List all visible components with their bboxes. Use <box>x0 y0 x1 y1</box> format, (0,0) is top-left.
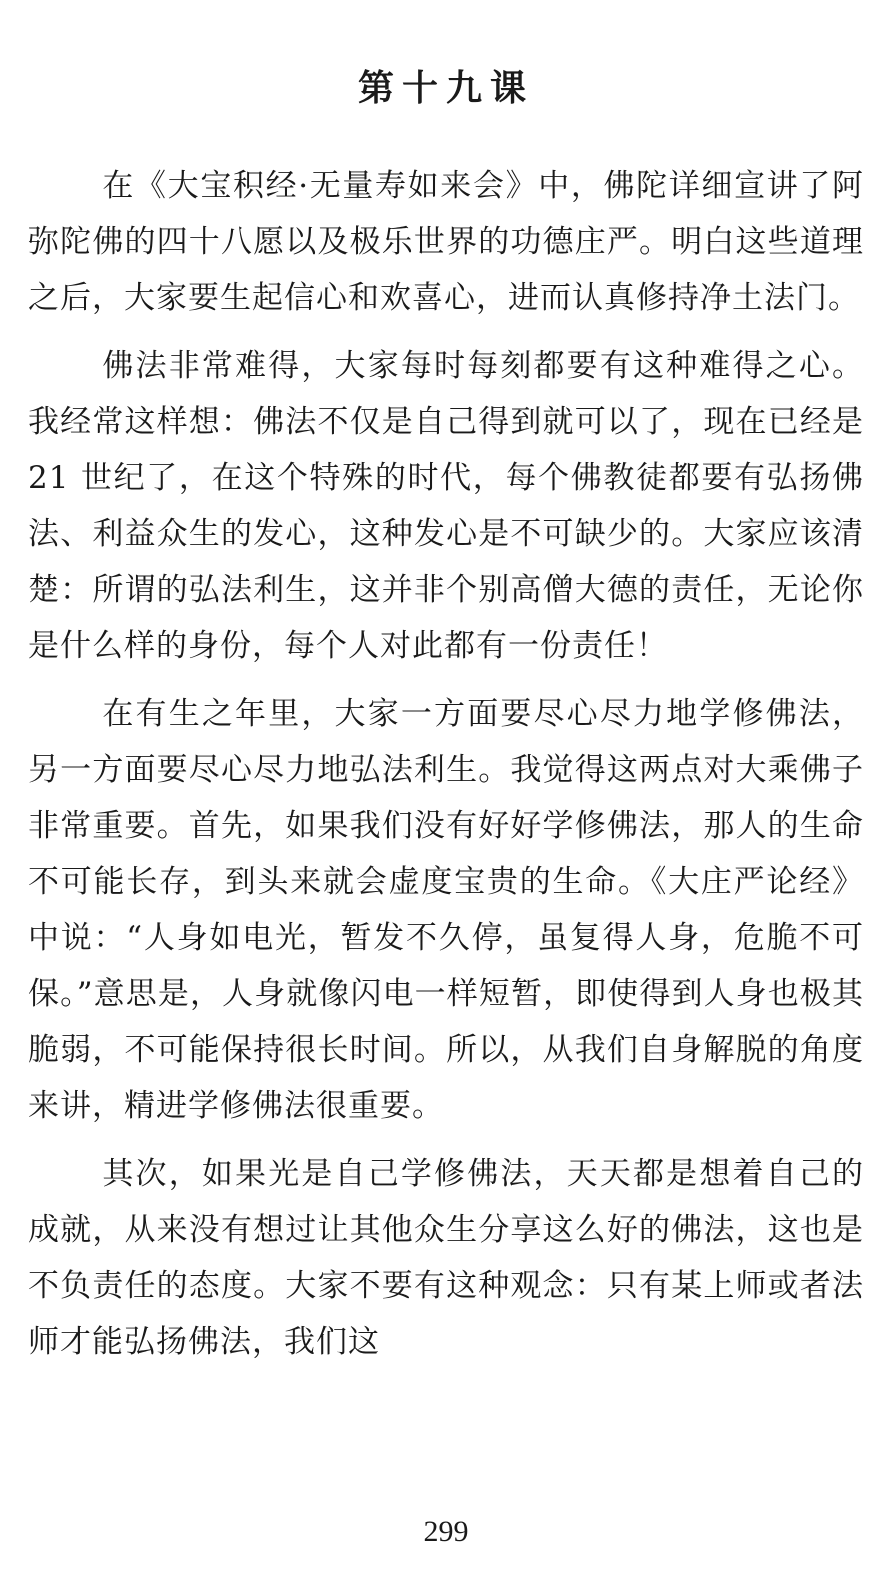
paragraph-3: 在有生之年里，大家一方面要尽心尽力地学修佛法，另一方面要尽心尽力地弘法利生。我觉得这两点对大乘佛子非常重要。首先，如果我们没有好好学修佛法，那人的生命不可能长存，到头来就会虚度宝贵的生命。《大庄严论经》中说：“人身如电光，暂发不久停，虽复得人身，危脆不可保。”意思是，人身就像闪电一样短暂，即使得到人身也极其脆弱，不可能保持很长时间。所以，从我们自身解脱的角度来讲，精进学修佛法很重要。 <box>28 696 864 1124</box>
lesson-title: 第十九课 <box>357 67 534 109</box>
paragraph-1: 在《大宝积经·无量寿如来会》中，佛陀详细宣讲了阿弥陀佛的四十八愿以及极乐世界的功德庄严。明白这些道理之后，大家要生起信心和欢喜心，进而认真修持净土法门。 <box>28 168 864 316</box>
body-text <box>28 158 864 1382</box>
paragraph-2: 佛法非常难得，大家每时每刻都要有这种难得之心。我经常这样想：佛法不仅是自己得到就可以了，现在已经是 21 世纪了，在这个特殊的时代，每个佛教徒都要有弘扬佛法、利益众生的发心，这种发心是不可缺少的。大家应该清楚：所谓的弘法利生，这并非个别高僧大德的责任，无论你是什么样的身份，每个人对此都有一份责任！ <box>28 348 864 664</box>
paragraph-4: 其次，如果光是自己学修佛法，天天都是想着自己的成就，从来没有想过让其他众生分享这么好的佛法，这也是不负责任的态度。大家不要有这种观念：只有某上师或者法师才能弘扬佛法，我们这 <box>28 1156 864 1360</box>
page-number: 299 <box>423 1515 469 1548</box>
